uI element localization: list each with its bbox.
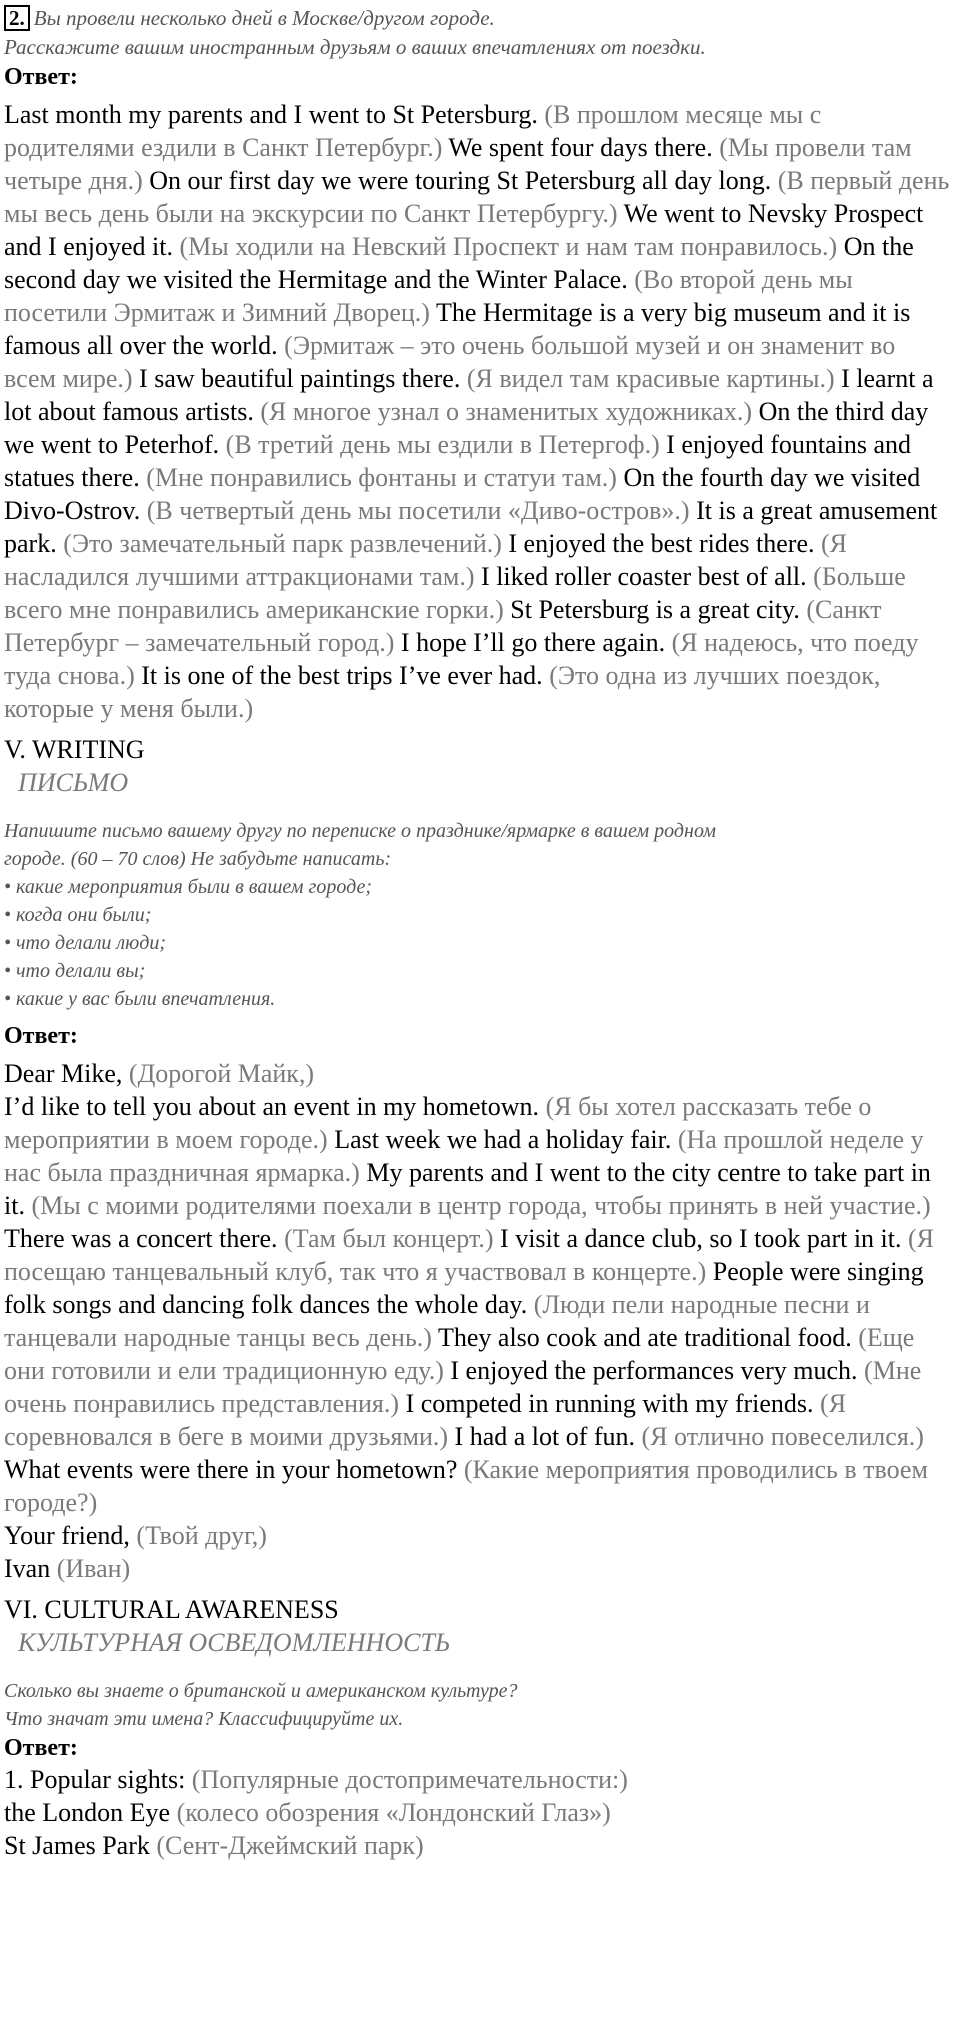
letter-sentence-ru: (Я посещаю танцевальный клуб, так что я участвовал в концерте.) <box>4 1224 934 1286</box>
story-sentence-ru: (Во второй день мы посетили Эрмитаж и Зимний Дворец.) <box>4 265 853 327</box>
culture-items <box>4 1796 950 1862</box>
story-sentence-ru: (Санкт Петербург – замечательный город.) <box>4 595 882 657</box>
letter-body <box>4 1090 950 1453</box>
letter-sentence-en: I had a lot of fun. <box>454 1422 636 1451</box>
story-sentence-ru: (Я многое узнал о знаменитых художниках.) <box>260 397 753 426</box>
culture-heading-en: 1. Popular sights: <box>4 1765 186 1794</box>
writing-instructions <box>4 817 950 1013</box>
letter-signoff-en: Your friend, <box>4 1521 130 1550</box>
letter-sentence-ru: (Еще они готовили и ели традиционную еду.) <box>4 1323 915 1385</box>
letter-question-en: What events were there in your hometown? <box>4 1455 458 1484</box>
culture-item <box>4 1829 950 1862</box>
letter-sentence-ru: (Там был концерт.) <box>284 1224 494 1253</box>
answer-label-1: Ответ: <box>4 64 78 90</box>
culture-item-ru: (колесо обозрения «Лондонский Глаз») <box>176 1798 611 1827</box>
section-writing-title-ru: ПИСЬМО <box>18 768 129 797</box>
task-2-line-1: Вы провели несколько дней в Москве/другом городе. <box>33 6 495 30</box>
culture-item <box>4 1796 950 1829</box>
writing-instruction-line: • что делали люди; <box>4 932 167 954</box>
story-sentence-en: St Petersburg is a great city. <box>510 595 800 624</box>
story-sentence-en: The Hermitage is a very big museum and it is famous all over the world. <box>4 298 911 360</box>
letter-sentence-en: They also cook and ate traditional food. <box>438 1323 852 1352</box>
story-sentence-en: We went to Nevsky Prospect and I enjoyed it. <box>4 199 924 261</box>
story-sentence-ru: (Мы провели там четыре дня.) <box>4 133 912 195</box>
story-sentence-en: I enjoyed the best rides there. <box>508 529 815 558</box>
story-sentence-en: We spent four days there. <box>448 133 713 162</box>
story-sentence-en: It is one of the best trips I’ve ever had. <box>141 661 543 690</box>
letter-name-ru: (Иван) <box>56 1554 131 1583</box>
section-writing-title: V. WRITING <box>4 735 145 764</box>
culture-item-en: the London Eye <box>4 1798 171 1827</box>
story-sentence-en: I hope I’ll go there again. <box>400 628 666 657</box>
culture-item-en: St James Park <box>4 1831 150 1860</box>
writing-instruction-line: • какие мероприятия были в вашем городе; <box>4 876 372 898</box>
story-sentence-en: I enjoyed fountains and statues there. <box>4 430 912 492</box>
letter-question-ru: (Какие мероприятия проводились в твоем городе?) <box>4 1455 928 1517</box>
letter-question <box>4 1453 950 1519</box>
culture-heading-ru: (Популярные достопримечательности:) <box>191 1765 628 1794</box>
letter-greeting-en: Dear Mike, <box>4 1059 123 1088</box>
story-sentence-ru: (В прошлом месяце мы с родителями ездили в Санкт Петербург.) <box>4 100 822 162</box>
story-sentence-ru: (Я видел там красивые картины.) <box>466 364 835 393</box>
story-sentence-ru: (Я надеюсь, что поеду туда снова.) <box>4 628 919 690</box>
letter-greeting <box>4 1057 950 1090</box>
culture-item-ru: (Сент-Джеймский парк) <box>156 1831 424 1860</box>
story-text <box>4 98 950 725</box>
story-sentence-en: I liked roller coaster best of all. <box>481 562 807 591</box>
letter-sentence-en: I visit a dance club, so I took part in it. <box>500 1224 902 1253</box>
letter-sentence-ru: (Люди пели народные песни и танцевали народные танцы весь день.) <box>4 1290 870 1352</box>
story-sentence-en: I saw beautiful paintings there. <box>139 364 461 393</box>
letter-sentence-ru: (Мы с моими родителями поехали в центр города, чтобы принять в ней участие.) <box>31 1191 931 1220</box>
letter-sentence-en: People were singing folk songs and dancing folk dances the whole day. <box>4 1257 924 1319</box>
letter-sentence-ru: (Мне очень понравились представления.) <box>4 1356 922 1418</box>
story-sentence-ru: (Мы ходили на Невский Проспект и нам там понравилось.) <box>179 232 838 261</box>
letter-name <box>4 1552 950 1585</box>
task-number: 2. <box>4 5 30 31</box>
culture-heading <box>4 1763 950 1796</box>
letter-sentence-ru: (Я отлично повеселился.) <box>641 1422 924 1451</box>
culture-instruction-line: Сколько вы знаете о британской и американском культуре? <box>4 1680 518 1702</box>
story-sentence-ru: (В третий день мы ездили в Петергоф.) <box>225 430 660 459</box>
letter-sentence-ru: (На прошлой неделе у нас была праздничная ярмарка.) <box>4 1125 924 1187</box>
story-sentence-ru: (Мне понравились фонтаны и статуи там.) <box>146 463 617 492</box>
story-sentence-ru: (Это одна из лучших поездок, которые у меня были.) <box>4 661 881 723</box>
section-culture-title-ru: КУЛЬТУРНАЯ ОСВЕДОМЛЕННОСТЬ <box>18 1628 451 1657</box>
answer-label-2: Ответ: <box>4 1023 78 1049</box>
letter-sentence-en: My parents and I went to the city centre to take part in it. <box>4 1158 931 1220</box>
culture-answer <box>4 1763 950 1862</box>
writing-instruction-line: • что делали вы; <box>4 960 146 982</box>
writing-instruction-line: • какие у вас были впечатления. <box>4 988 276 1010</box>
letter-name-en: Ivan <box>4 1554 51 1583</box>
story-sentence-ru: (Больше всего мне понравились американские горки.) <box>4 562 906 624</box>
letter-sentence-en: I competed in running with my friends. <box>405 1389 814 1418</box>
letter-signoff <box>4 1519 950 1552</box>
story-sentence-en: It is a great amusement park. <box>4 496 938 558</box>
letter <box>4 1057 950 1585</box>
letter-sentence-en: There was a concert there. <box>4 1224 278 1253</box>
letter-sentence-en: I enjoyed the performances very much. <box>450 1356 858 1385</box>
culture-instruction-line: Что значат эти имена? Классифицируйте их. <box>4 1708 404 1730</box>
story-sentence-ru: (Эрмитаж – это очень большой музей и он знаменит во всем мире.) <box>4 331 896 393</box>
writing-instruction-line: • когда они были; <box>4 904 152 926</box>
story-sentence-en: On the fourth day we visited Divo-Ostrov. <box>4 463 921 525</box>
task-2-line-2: Расскажите вашим иностранным друзьям о ваших впечатлениях от поездки. <box>4 35 706 59</box>
task-2-header <box>4 4 950 62</box>
story-sentence-en: Last month my parents and I went to St Petersburg. <box>4 100 538 129</box>
story-sentence-ru: (В четвертый день мы посетили «Диво-остров».) <box>146 496 690 525</box>
story-sentence-ru: (В первый день мы весь день были на экскурсии по Санкт Петербургу.) <box>4 166 950 228</box>
writing-instruction-line: Напишите письмо вашему другу по переписке о празднике/ярмарке в вашем родном <box>4 820 716 842</box>
letter-sentence-en: I’d like to tell you about an event in my hometown. <box>4 1092 540 1121</box>
story-sentence-en: I learnt a lot about famous artists. <box>4 364 934 426</box>
section-culture-title: VI. CULTURAL AWARENESS <box>4 1595 339 1624</box>
writing-instruction-line: городе. (60 – 70 слов) Не забудьте написать: <box>4 848 392 870</box>
letter-greeting-ru: (Дорогой Майк,) <box>128 1059 315 1088</box>
culture-instructions <box>4 1677 950 1733</box>
letter-sentence-en: Last week we had a holiday fair. <box>334 1125 672 1154</box>
answer-label-3: Ответ: <box>4 1735 78 1761</box>
letter-sentence-ru: (Я соревновался в беге в моими друзьями.) <box>4 1389 847 1451</box>
story-sentence-en: On the third day we went to Peterhof. <box>4 397 929 459</box>
story-sentence-ru: (Это замечательный парк развлечений.) <box>63 529 502 558</box>
story-sentence-en: On the second day we visited the Hermitage and the Winter Palace. <box>4 232 914 294</box>
story-sentence-ru: (Я насладился лучшими аттракционами там.) <box>4 529 847 591</box>
story-sentence-en: On our first day we were touring St Petersburg all day long. <box>149 166 772 195</box>
letter-sentence-ru: (Я бы хотел рассказать тебе о мероприятии в моем городе.) <box>4 1092 872 1154</box>
letter-signoff-ru: (Твой друг,) <box>136 1521 267 1550</box>
